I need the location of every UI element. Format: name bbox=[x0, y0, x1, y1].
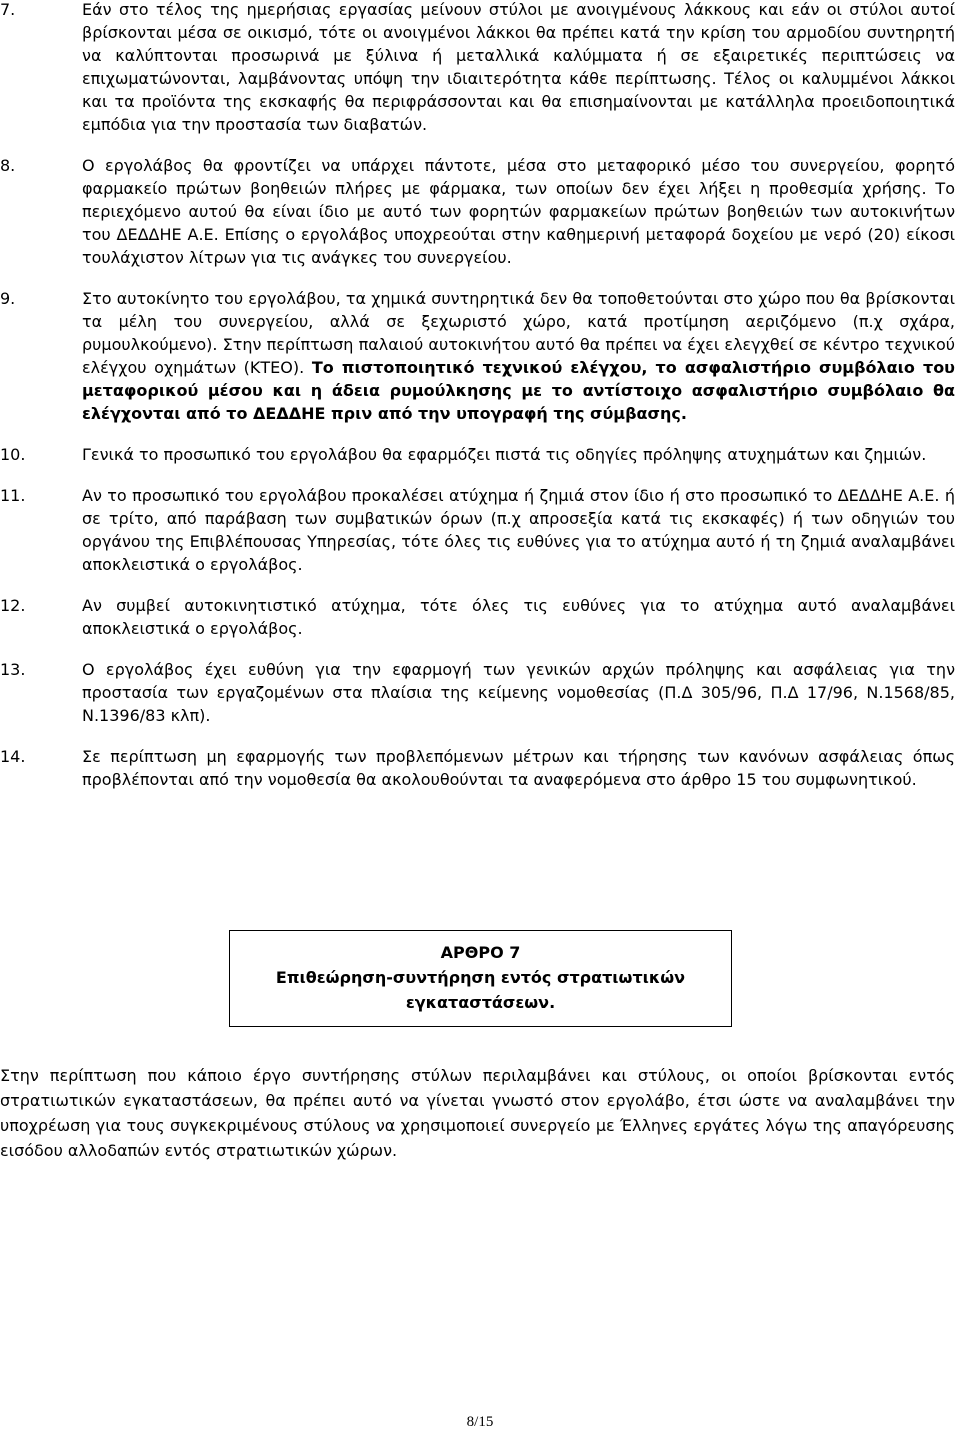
list-item-number: 9. bbox=[0, 289, 16, 308]
list-item-number: 10. bbox=[0, 445, 26, 464]
list-item-number: 7. bbox=[0, 0, 16, 19]
list-item-number: 14. bbox=[0, 747, 26, 766]
list-item-10 bbox=[0, 443, 955, 466]
list-item-11 bbox=[0, 484, 955, 576]
article-number: ΑΡΘΡΟ 7 bbox=[440, 943, 521, 962]
list-item-14 bbox=[0, 745, 955, 791]
list-item-text: Αν συμβεί αυτοκινητιστικό ατύχημα, τότε όλες τις ευθύνες για το ατύχημα αυτό αναλαμβάνει αποκλειστικά ο εργολάβος. bbox=[82, 596, 955, 638]
list-item-text: Ο εργολάβος θα φροντίζει να υπάρχει πάντοτε, μέσα στο μεταφορικό μέσο του συνεργείου, φορητό φαρμακείο πρώτων βοηθειών πλήρες με φάρμακα, των οποίων δεν έχει λήξει η προθεσμία χρήσης. Το περιεχόμενο αυτού θα είναι ίδιο με αυτό των φορητών φαρμακείων πρώτων βοηθειών των αυτοκινήτων του ΔΕΔΔΗΕ Α.Ε. Επίσης ο εργολάβος υποχρεούται στην καθημερινή μεταφορά δοχείου με νερό (20) είκοσι τουλάχιστον λίτρων για τις ανάγκες του συνεργείου. bbox=[82, 156, 955, 267]
list-item-number: 12. bbox=[0, 596, 26, 615]
article-body-paragraph: Στην περίπτωση που κάποιο έργο συντήρησης στύλων περιλαμβάνει και στύλους, οι οποίοι βρίσκονται εντός στρατιωτικών εγκαταστάσεων, θα πρέπει αυτό να γίνεται γνωστό στον εργολάβο, έτσι ώστε να αναλαμβάνει την υποχρέωση για τους συγκεκριμένους στύλους να χρησιμοποιεί συνεργείο με Έλληνες εργάτες λόγω της απαγόρευσης εισόδου αλλοδαπών εντός στρατιωτικών χώρων. bbox=[0, 1066, 955, 1160]
list-item-text-group bbox=[82, 287, 955, 425]
list-item-text: Στο αυτοκίνητο του εργολάβου, τα χημικά συντηρητικά δεν θα τοποθετούνται στο χώρο που θα βρίσκονται τα μέλη του συνεργείου, αλλά σε ξεχωριστό χώρο, κατά προτίμηση αεριζόμενο (π.χ σχάρα, ρυμουλκούμενο). Στην περίπτωση παλαιού αυτοκινήτου αυτό θα πρέπει να έχει ελεγχθεί σε κέντρο τεχνικού ελέγχου οχημάτων (ΚΤΕΟ). bbox=[82, 289, 955, 377]
list-item-number: 11. bbox=[0, 486, 26, 505]
list-item-bold-text: Το πιστοποιητικό τεχνικού ελέγχου, το ασφαλιστήριο συμβόλαιο του μεταφορικού μέσου και η άδεια ρυμούλκησης με το αντίστοιχο ασφαλιστήριο συμβόλαιο θα ελέγχονται από το ΔΕΔΔΗΕ πριν από την υπογραφή της σύμβασης. bbox=[82, 358, 955, 423]
list-item-13 bbox=[0, 658, 955, 727]
page-number: 8/15 bbox=[466, 1414, 494, 1430]
list-item-7 bbox=[0, 0, 955, 136]
list-item-number: 8. bbox=[0, 156, 16, 175]
list-item-number: 13. bbox=[0, 660, 26, 679]
list-item-text: Σε περίπτωση μη εφαρμογής των προβλεπόμενων μέτρων και τήρησης των κανόνων ασφάλειας όπως προβλέπονται από την νομοθεσία θα ακολουθούνται τα αναφερόμενα στο άρθρο 15 του συμφωνητικού. bbox=[82, 747, 955, 789]
article-heading-box bbox=[229, 930, 732, 1027]
list-item-text: Γενικά το προσωπικό του εργολάβου θα εφαρμόζει πιστά τις οδηγίες πρόληψης ατυχημάτων και ζημιών. bbox=[82, 445, 927, 464]
article-title-line-1: Επιθεώρηση-συντήρηση εντός στρατιωτικών bbox=[275, 968, 686, 987]
article-title-line-2: εγκαταστάσεων. bbox=[405, 993, 556, 1012]
list-item-text: Αν το προσωπικό του εργολάβου προκαλέσει ατύχημα ή ζημιά στον ίδιο ή στο προσωπικό το ΔΕΔΔΗΕ Α.Ε. ή σε τρίτο, από παράβαση των συμβατικών όρων (π.χ απροσεξία κατά τις εκσκαφές) ή των οδηγιών του οργάνου της Επιβλέπουσας Υπηρεσίας, τότε όλες τις ευθύνες για το ατύχημα αυτό ή τη ζημιά αναλαμβάνει αποκλειστικά ο εργολάβος. bbox=[82, 486, 955, 574]
list-item-text: Εάν στο τέλος της ημερήσιας εργασίας μείνουν στύλοι με ανοιγμένους λάκκους και εάν οι στύλοι αυτοί βρίσκονται μέσα σε οικισμό, τότε οι ανοιγμένοι λάκκοι θα πρέπει κατά την κρίση του αρμοδίου συντηρητή να καλύπτονται προσωρινά με ξύλινα ή μεταλλικά καλύμματα ή σε εξαιρετικές περιπτώσεις να επιχωματώνονται, λαμβάνοντας υπόψη την ιδιαιτερότητα κάθε περίπτωσης. Τέλος οι καλυμμένοι λάκκοι και τα προϊόντα της εκσκαφής θα περιφράσσονται και θα επισημαίνονται με κατάλληλα προειδοποιητικά εμπόδια για την προστασία των διαβατών. bbox=[82, 0, 955, 134]
list-item-9 bbox=[0, 287, 955, 425]
list-item-8 bbox=[0, 154, 955, 269]
list-item-text: Ο εργολάβος έχει ευθύνη για την εφαρμογή των γενικών αρχών πρόληψης και ασφάλειας για την προστασία των εργαζομένων στα πλαίσια της κείμενης νομοθεσίας (Π.Δ 305/96, Π.Δ 17/96, Ν.1568/85, Ν.1396/83 κλπ). bbox=[82, 660, 955, 725]
list-item-12 bbox=[0, 594, 955, 640]
